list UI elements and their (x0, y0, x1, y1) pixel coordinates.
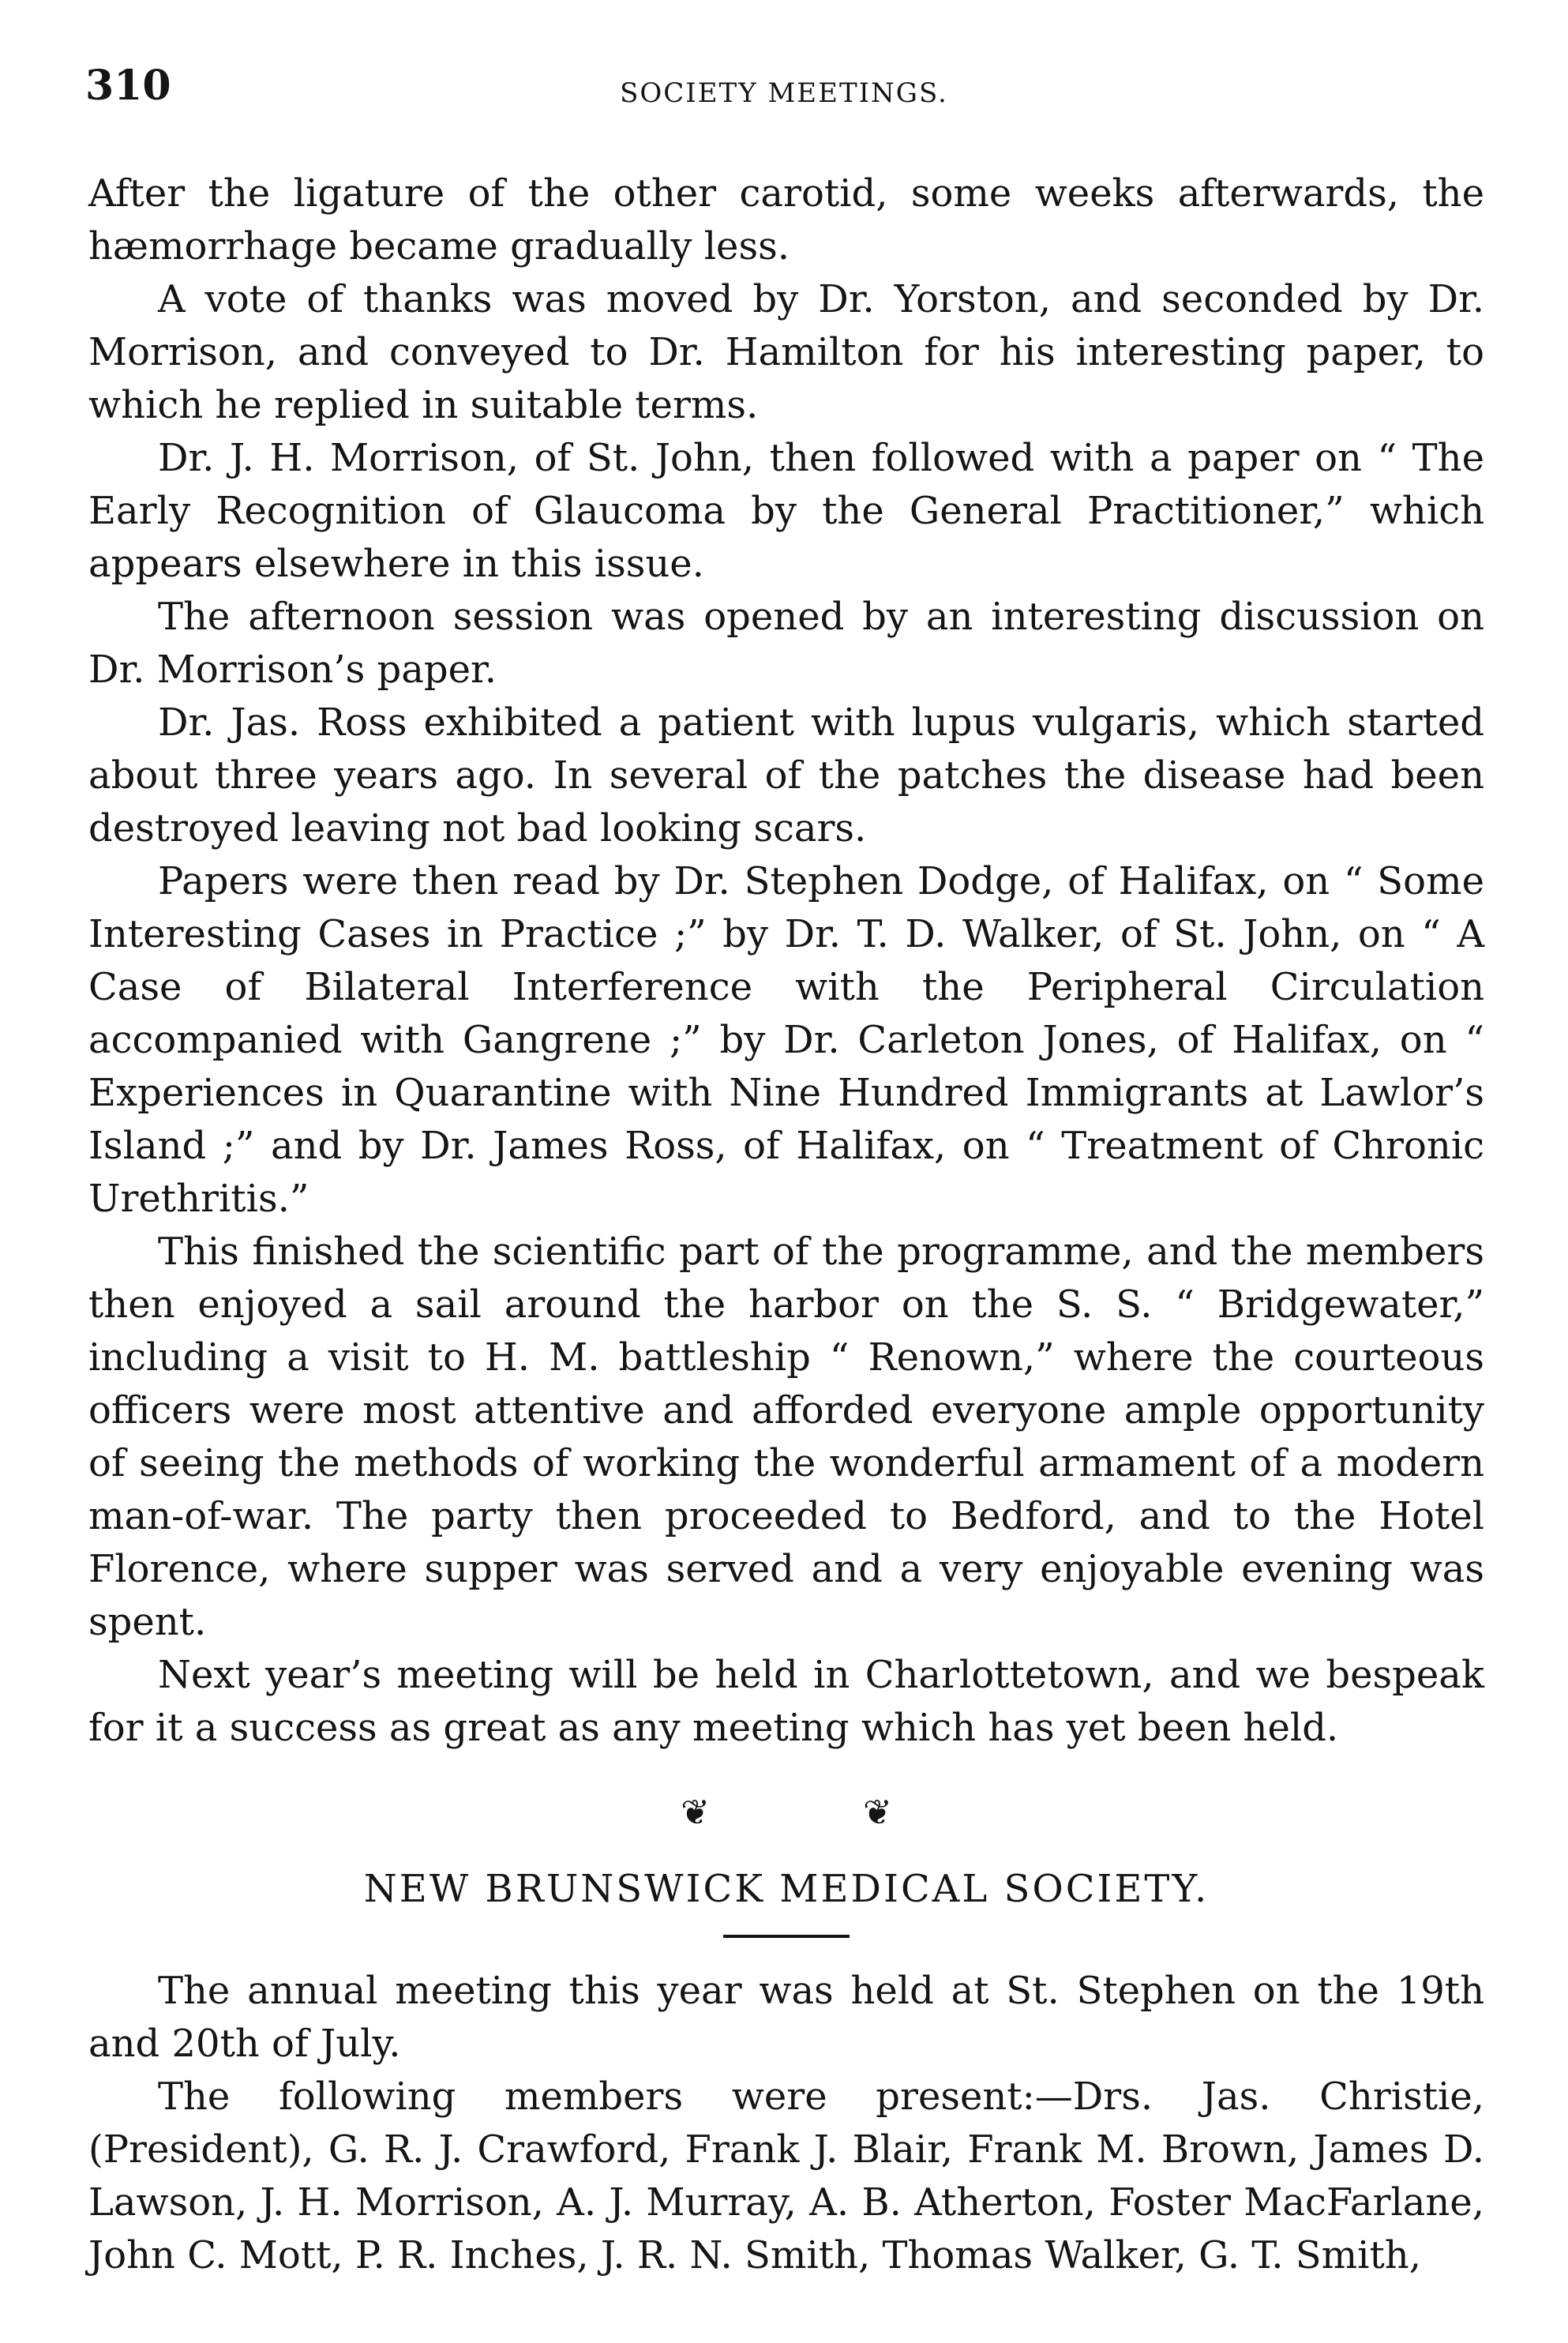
paragraph: The following members were present:—Drs. Jas. Christie, (President), G. R. J. Crawford, Frank J. Blair, Frank M. Brown, James D. Lawson, J. H. Morrison, A. J. Murray, A. B. Atherton, Foster MacFarlane, John C. Mott, P. R. Inches, J. R. N. Smith, Thomas Walker, G. T. Smith, (88, 2075, 1484, 2277)
paragraph: Papers were then read by Dr. Stephen Dodge, of Halifax, on “ Some Interesting Cases in Practice ;” by Dr. T. D. Walker, of St. John, on “ A Case of Bilateral Interference with the Peripheral Circulation accompanied with Gangrene ;” by Dr. Carleton Jones, of Halifax, on “ Experiences in Quarantine with Nine Hundred Immigrants at Lawlor’s Island ;” and by Dr. James Ross, of Halifax, on “ Treatment of Chronic Urethritis.” (88, 859, 1484, 1221)
paragraph: Next year’s meeting will be held in Charlottetown, and we bespeak for it a success as great as any meeting which has yet been held. (88, 1653, 1484, 1750)
paragraph: The afternoon session was opened by an interesting discussion on Dr. Morrison’s paper. (88, 595, 1484, 692)
paragraph: The annual meeting this year was held at St. Stephen on the 19th and 20th of July. (88, 1969, 1484, 2066)
paragraph: Dr. Jas. Ross exhibited a patient with lupus vulgaris, which started about three years ago. In several of the patches the disease had been destroyed leaving not bad looking scars. (88, 700, 1484, 850)
section-title: NEW BRUNSWICK MEDICAL SOCIETY. (363, 1867, 1210, 1911)
page-number: 310 (85, 62, 171, 110)
page-header (85, 62, 1483, 117)
article-body (88, 167, 1484, 2282)
running-head: SOCIETY MEETINGS. (620, 77, 948, 109)
paragraph: This finished the scientific part of the programme, and the members then enjoyed a sail around the harbor on the S. S. “ Bridgewater,” including a visit to H. M. battleship “ Renown,” where the courteous officers were most attentive and afforded everyone ample opportunity of seeing the methods of working the wonderful armament of a modern man-of-war. The party then proceeded to Bedford, and to the Hotel Florence, where supper was served and a very enjoyable evening was spent. (88, 1230, 1484, 1644)
title-rule (723, 1935, 850, 1938)
section-ornament-icon: ❦ ❦ (681, 1793, 963, 1833)
paragraph: Dr. J. H. Morrison, of St. John, then followed with a paper on “ The Early Recognition of Glaucoma by the General Practitioner,” which appears elsewhere in this issue. (88, 436, 1484, 586)
paragraph: After the ligature of the other carotid, some weeks afterwards, the hæmorrhage became gradually less. (88, 171, 1484, 268)
paragraph: A vote of thanks was moved by Dr. Yorston, and seconded by Dr. Morrison, and conveyed to Dr. Hamilton for his interesting paper, to which he replied in suitable terms. (88, 277, 1484, 427)
